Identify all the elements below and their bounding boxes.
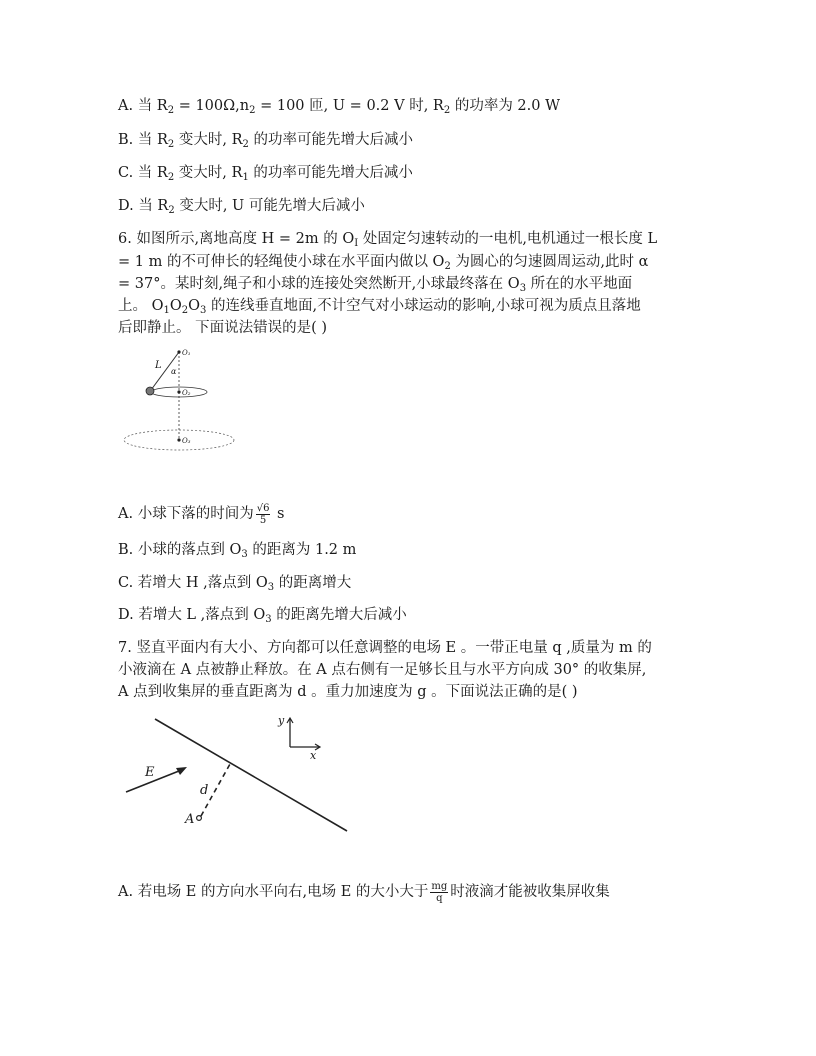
q6-stem-line-2: = 1 m 的不可伸长的轻绳使小球在水平面内做以 $O_2$ 为圆心的匀速圆周运动,此时 α [118, 254, 649, 272]
q6-stem-line-5: 后即静止。 下面说法错误的是( ) [118, 320, 328, 336]
q6-option-b: B. 小球的落点到 $O_3$ 的距离为 1.2 m [118, 542, 357, 560]
point-a [197, 816, 202, 821]
q5-option-a: A. 当 $R_2 = 100\Omega,n_2 = 100$ 匝, U = 0.2 V 时, $R_2$ 的功率为 2.0 W [118, 98, 561, 116]
q6-stem-line-1: 6. 如图所示,离地高度 H = 2m 的 $O_I$ 处固定匀速转动的一电机,电机通过一根长度 L [118, 231, 658, 249]
label-o1: O₁ [182, 349, 191, 357]
field-e-arrow-shaft [126, 769, 184, 792]
fraction-mg-over-q: $\frac{mg}{q}$ [431, 880, 448, 904]
o2-point [177, 390, 180, 393]
q6-option-c: C. 若增大 H ,落点到 $O_3$ 的距离增大 [118, 575, 352, 593]
label-o2: O₂ [182, 389, 191, 397]
q6-figure [118, 342, 248, 457]
q6-stem-line-4: 上。 $O_1O_2O_3$ 的连线垂直地面,不计空气对小球运动的影响,小球可视为质点且落地 [118, 298, 641, 316]
q5-option-d: D. 当 $R_2$ 变大时, U 可能先增大后减小 [118, 198, 365, 216]
label-l: L [155, 360, 162, 371]
q6-option-d: D. 若增大 L ,落点到 $O_3$ 的距离先增大后减小 [118, 607, 407, 625]
q5-option-c: C. 当 $R_2$ 变大时, $R_1$ 的功率可能先增大后减小 [118, 165, 413, 183]
q7-figure [118, 708, 358, 840]
label-x: x [310, 749, 317, 762]
q7-stem-line-3: A 点到收集屏的垂直距离为 d 。重力加速度为 g 。下面说法正确的是( ) [118, 684, 578, 700]
collection-screen-line [155, 719, 347, 831]
q6-option-a: A. 小球下落的时间为 $\frac{√6}{5}$ s [118, 502, 285, 526]
q5-option-b: B. 当 $R_2$ 变大时, $R_2$ 的功率可能先增大后减小 [118, 132, 414, 150]
ball [146, 387, 154, 395]
label-a: A [185, 812, 195, 827]
q7-option-a: A. 若电场 E 的方向水平向右,电场 E 的大小大于 $\frac{mg}{q}$ 时液滴才能被收集屏收集 [118, 880, 610, 904]
fraction-sqrt6-over-5: $\frac{√6}{5}$ [256, 502, 270, 526]
o1-point [177, 350, 180, 353]
label-o3: O₃ [182, 437, 191, 445]
q6-stem-line-3: = 37°。某时刻,绳子和小球的连接处突然断开,小球最终落在 $O_3$ 所在的水平地面 [118, 276, 633, 294]
label-y: y [278, 714, 285, 727]
q7-stem-line-2: 小液滴在 A 点被静止释放。在 A 点右侧有一足够长且与水平方向成 30° 的收集屏, [118, 662, 647, 678]
label-alpha: α [171, 367, 177, 376]
q7-stem-line-1: 7. 竖直平面内有大小、方向都可以任意调整的电场 E 。一带正电量 q ,质量为 m 的 [118, 640, 652, 656]
label-e: E [145, 765, 155, 780]
label-d: d [200, 783, 209, 798]
o3-point [177, 438, 180, 441]
